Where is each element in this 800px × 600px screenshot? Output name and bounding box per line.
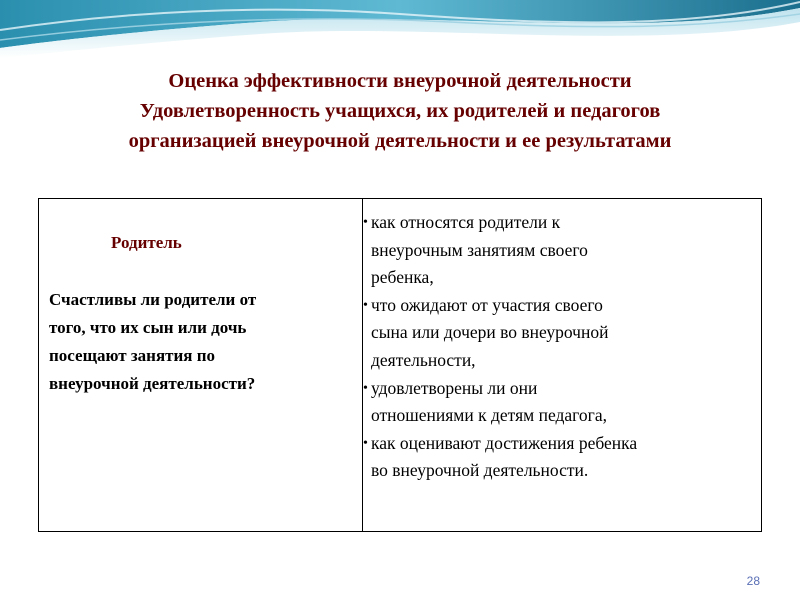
slide-title xyxy=(0,66,800,156)
bullet-icon: • xyxy=(363,297,368,313)
question-text xyxy=(49,286,350,398)
decorative-wave-banner xyxy=(0,0,800,60)
title-line-1: Оценка эффективности внеурочной деятельности xyxy=(168,70,632,92)
criteria-list xyxy=(363,209,755,485)
title-line-3: организацией внеурочной деятельности и ее результатами xyxy=(128,130,672,152)
list-item-line: удовлетворены ли они xyxy=(371,377,538,398)
content-table xyxy=(38,198,762,532)
list-item-line: отношениями к детям педагога, xyxy=(371,405,607,426)
list-item-line: сына или дочери во внеурочной xyxy=(371,322,609,343)
question-line: Счастливы ли родители от xyxy=(49,290,257,309)
question-line: внеурочной деятельности? xyxy=(49,374,256,393)
list-item-line: как оценивают достижения ребенка xyxy=(371,432,638,453)
list-item-line: что ожидают от участия своего xyxy=(371,294,603,315)
bullet-icon: • xyxy=(363,380,368,396)
list-item-line: как относятся родители к xyxy=(371,212,561,232)
list-item xyxy=(363,209,755,292)
list-item-line: деятельности, xyxy=(371,349,476,370)
list-item-line: ребенка, xyxy=(371,267,434,288)
title-line-2: Удовлетворенность учащихся, их родителей и педагогов xyxy=(139,100,661,122)
list-item xyxy=(363,292,755,375)
question-line: того, что их сын или дочь xyxy=(49,318,247,337)
question-line: посещают занятия по xyxy=(49,346,216,365)
list-item xyxy=(363,375,755,430)
list-item xyxy=(363,430,755,485)
list-item-line: во внеурочной деятельности. xyxy=(371,460,589,481)
bullet-icon: • xyxy=(363,215,368,230)
table-cell-right xyxy=(363,199,761,531)
list-item-line: внеурочным занятиям своего xyxy=(371,239,588,260)
bullet-icon: • xyxy=(363,435,368,451)
role-label: Родитель xyxy=(111,233,182,252)
page-number: 28 xyxy=(746,574,760,588)
table-cell-left xyxy=(39,199,363,531)
